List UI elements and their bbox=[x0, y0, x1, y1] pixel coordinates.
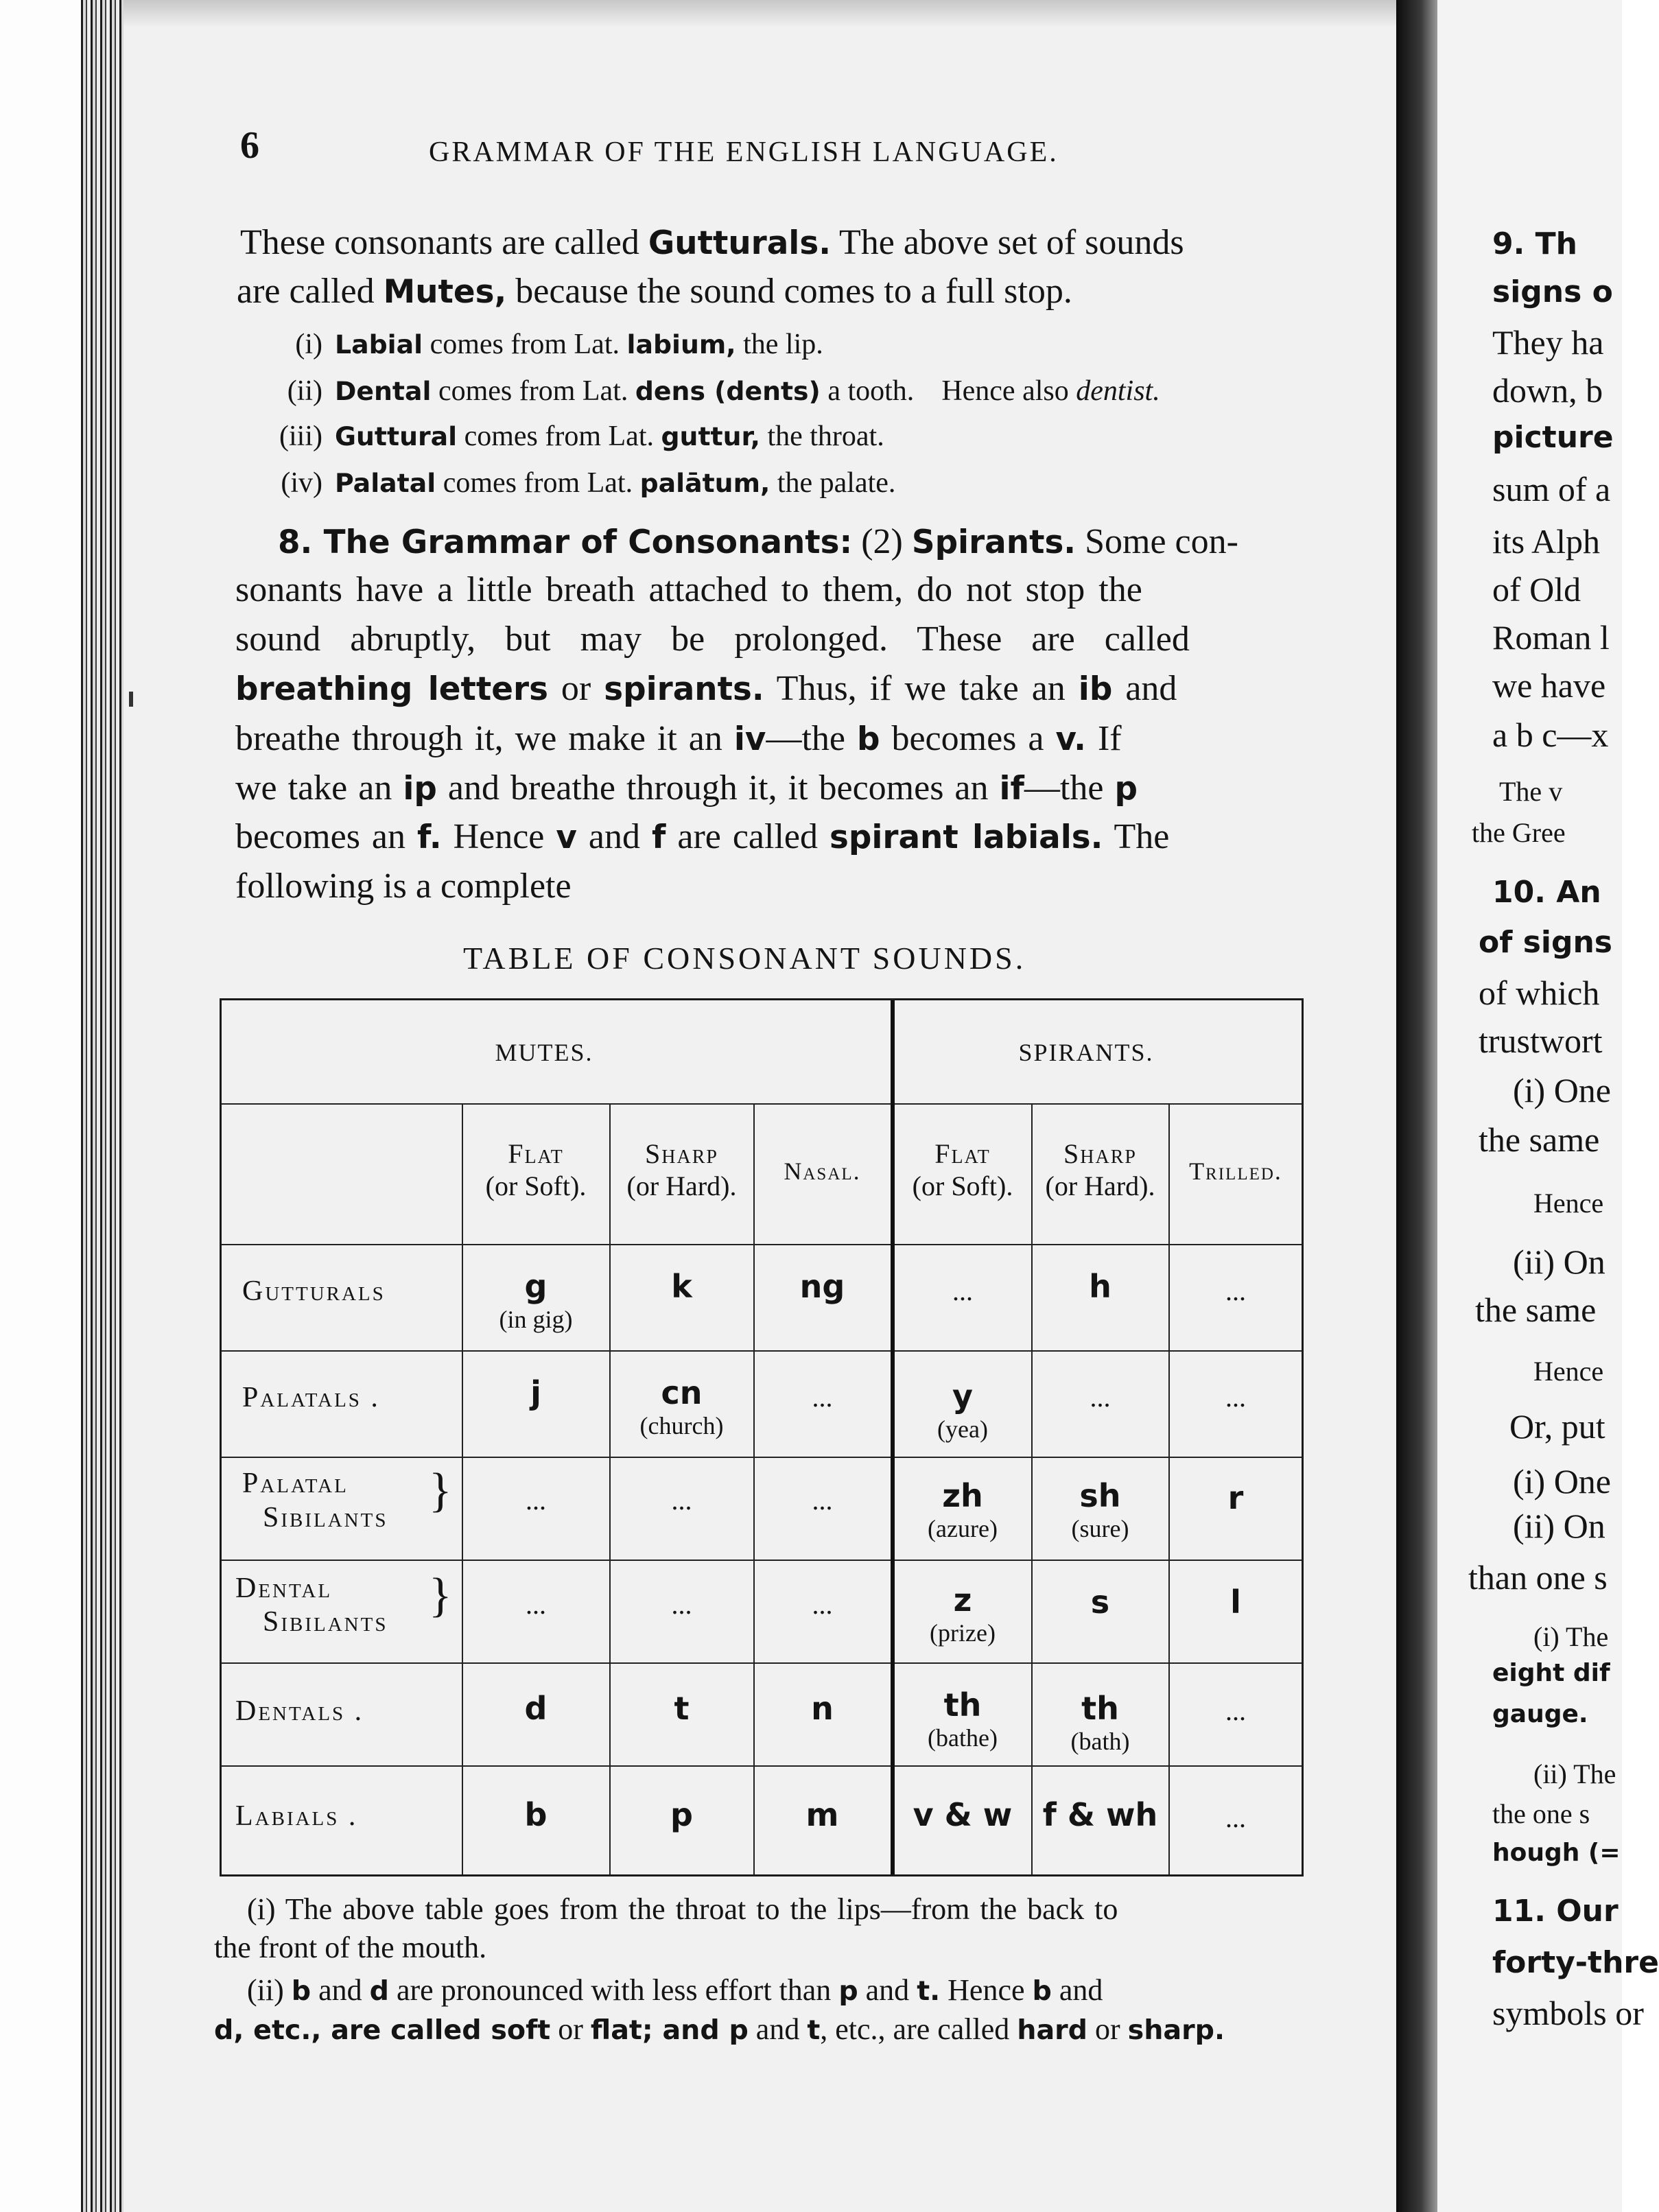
footnote-1-line2: the front of the mouth. bbox=[214, 1931, 487, 1964]
row-header-dental-sibilants-2: Sibilants bbox=[263, 1606, 388, 1638]
note-labial: (i) Labial comes from Lat. labium, the lip. bbox=[295, 329, 823, 360]
cell-palatal-sibilants-nasal: ... bbox=[812, 1485, 833, 1516]
grid-line bbox=[222, 1560, 1302, 1561]
row-header-labials: Labials . bbox=[235, 1800, 358, 1832]
cell-palatals-mute-sharp: cn (church) bbox=[639, 1374, 724, 1439]
right-page-line: symbols or bbox=[1492, 1994, 1644, 2032]
note-palatal: (iv) Palatal comes from Lat. palātum, the palate. bbox=[281, 467, 896, 499]
page-top-shadow bbox=[123, 0, 1396, 27]
right-page-line: Hence bbox=[1533, 1356, 1604, 1387]
row-header-palatal-sibilants: Palatal bbox=[242, 1468, 349, 1499]
cell-dental-sibilants-mute-flat: ... bbox=[526, 1589, 546, 1620]
right-page-line: hough (= bbox=[1492, 1839, 1621, 1867]
note-guttural: (iii) Guttural comes from Lat. guttur, the throat. bbox=[279, 421, 884, 452]
cell-gutturals-nasal: ng bbox=[799, 1268, 845, 1305]
para8-line7: becomes an f. Hence v and f are called spirant labials. The bbox=[235, 817, 1170, 856]
col-header-mute-flat: Flat (or Soft). bbox=[485, 1138, 587, 1201]
col-header-spirant-flat: Flat (or Soft). bbox=[912, 1138, 1013, 1201]
scan-margin bbox=[0, 0, 81, 2212]
right-page-line: Roman l bbox=[1492, 618, 1610, 657]
footnote-2-line2: d, etc., are called soft or flat; and p and t, etc., are called hard or sharp. bbox=[214, 2012, 1225, 2046]
row-header-palatals: Palatals . bbox=[242, 1382, 380, 1413]
cell-labials-spirant-sharp: f & wh bbox=[1042, 1796, 1158, 1833]
cell-labials-mute-sharp: p bbox=[670, 1796, 693, 1833]
cell-palatals-spirant-sharp: ... bbox=[1090, 1382, 1111, 1413]
right-page-line: (ii) On bbox=[1513, 1507, 1605, 1545]
row-header-palatal-sibilants-2: Sibilants bbox=[263, 1502, 388, 1533]
cell-gutturals-trilled: ... bbox=[1225, 1275, 1246, 1306]
right-page-line: a b c—x bbox=[1492, 716, 1609, 754]
cell-palatal-sibilants-spirant-flat: zh (azure) bbox=[928, 1477, 998, 1542]
right-page-line: forty-thre bbox=[1492, 1945, 1659, 1980]
cell-dentals-trilled: ... bbox=[1225, 1695, 1246, 1726]
col-header-spirant-sharp: Sharp (or Hard). bbox=[1045, 1138, 1155, 1201]
right-page-line: picture bbox=[1492, 420, 1614, 455]
cell-palatals-mute-flat: j bbox=[530, 1374, 541, 1411]
cell-dentals-mute-sharp: t bbox=[674, 1690, 690, 1727]
grid-line bbox=[222, 1457, 1302, 1458]
cell-dentals-spirant-sharp: th (bath) bbox=[1070, 1690, 1130, 1755]
cell-gutturals-mute-sharp: k bbox=[671, 1268, 692, 1305]
cell-palatal-sibilants-spirant-sharp: sh (sure) bbox=[1071, 1477, 1129, 1542]
cell-dental-sibilants-spirant-sharp: s bbox=[1090, 1584, 1110, 1621]
row-header-dentals: Dentals . bbox=[235, 1695, 364, 1727]
para8-line6: we take an ip and breathe through it, it becomes an if—the p bbox=[235, 768, 1138, 808]
right-page-line: (ii) On bbox=[1513, 1243, 1605, 1281]
col-header-mute-sharp: Sharp (or Hard). bbox=[626, 1138, 737, 1201]
col-header-nasal: Nasal. bbox=[784, 1157, 861, 1185]
cell-dental-sibilants-mute-sharp: ... bbox=[671, 1589, 692, 1620]
para8-line2: sonants have a little breath attached to them, do not stop the bbox=[235, 570, 1142, 609]
right-page-line: 11. Our bbox=[1492, 1894, 1619, 1929]
table-caption: TABLE OF CONSONANT SOUNDS. bbox=[463, 941, 1026, 976]
right-page-line: we have bbox=[1492, 666, 1606, 705]
cell-palatal-sibilants-mute-sharp: ... bbox=[671, 1485, 692, 1516]
book-gutter bbox=[1396, 0, 1437, 2212]
cell-palatals-nasal: ... bbox=[812, 1382, 833, 1413]
cell-dental-sibilants-nasal: ... bbox=[812, 1589, 833, 1620]
cell-dental-sibilants-spirant-flat: z (prize) bbox=[930, 1581, 996, 1647]
grid-line bbox=[222, 1765, 1302, 1767]
cell-labials-spirant-flat: v & w bbox=[913, 1796, 1013, 1833]
right-page-line: Hence bbox=[1533, 1188, 1604, 1219]
para8-line5: breathe through it, we make it an iv—the b becomes a v. If bbox=[235, 719, 1122, 758]
right-page-line: of Old bbox=[1492, 570, 1581, 609]
brace-mark: } bbox=[429, 1569, 452, 1622]
grid-line bbox=[222, 1662, 1302, 1664]
row-header-dental-sibilants: Dental bbox=[235, 1573, 333, 1604]
right-page-line: the same bbox=[1479, 1120, 1600, 1159]
cell-dental-sibilants-trilled: l bbox=[1230, 1584, 1241, 1621]
cell-palatals-spirant-flat: y (yea) bbox=[937, 1378, 988, 1443]
stray-mark bbox=[129, 692, 133, 707]
para8-line3: sound abruptly, but may be prolonged. These are called bbox=[235, 620, 1190, 659]
row-header-gutturals: Gutturals bbox=[242, 1275, 386, 1307]
right-page-line: sum of a bbox=[1492, 470, 1611, 508]
cell-gutturals-mute-flat: g (in gig) bbox=[499, 1268, 573, 1333]
right-page-line: than one s bbox=[1468, 1558, 1608, 1597]
right-page-line: signs o bbox=[1492, 274, 1613, 309]
cell-labials-nasal: m bbox=[805, 1796, 839, 1833]
para8-line1: 8. The Grammar of Consonants: (2) Spirants. Some con- bbox=[278, 522, 1238, 561]
col-header-trilled: Trilled. bbox=[1189, 1157, 1282, 1185]
cell-labials-trilled: ... bbox=[1225, 1802, 1246, 1833]
right-page-line: (i) The bbox=[1533, 1621, 1609, 1652]
page-number: 6 bbox=[240, 124, 259, 167]
right-page-line: 10. An bbox=[1492, 875, 1601, 910]
right-page-line: eight dif bbox=[1492, 1659, 1610, 1687]
right-page-line: 9. Th bbox=[1492, 226, 1577, 261]
cell-dentals-nasal: n bbox=[811, 1690, 834, 1727]
right-page-line: (i) One bbox=[1513, 1462, 1611, 1501]
right-page-line: trustwort bbox=[1479, 1022, 1603, 1060]
right-page-line: of signs bbox=[1479, 925, 1612, 960]
running-title: GRAMMAR OF THE ENGLISH LANGUAGE. bbox=[429, 137, 1059, 168]
grid-line bbox=[222, 1244, 1302, 1245]
right-page-line: the Gree bbox=[1472, 817, 1566, 848]
grid-line bbox=[222, 1103, 1302, 1105]
cell-dentals-spirant-flat: th (bathe) bbox=[928, 1686, 998, 1752]
right-page-line: (i) One bbox=[1513, 1071, 1611, 1109]
footnote-1-line1: (i) The above table goes from the throat to the lips—from the back to bbox=[247, 1892, 1118, 1926]
cell-labials-mute-flat: b bbox=[524, 1796, 548, 1833]
right-page-line: They ha bbox=[1492, 323, 1604, 362]
cell-dentals-mute-flat: d bbox=[524, 1690, 548, 1727]
right-page-line: down, b bbox=[1492, 371, 1603, 410]
para1-line1: These consonants are called Gutturals. The above set of sounds bbox=[240, 223, 1184, 262]
right-page-line: gauge. bbox=[1492, 1700, 1588, 1728]
group-header-mutes: MUTES. bbox=[495, 1039, 593, 1066]
footnote-2-line1: (ii) b and d are pronounced with less effort than p and t. Hence b and bbox=[247, 1973, 1103, 2007]
para8-line8: following is a complete bbox=[235, 867, 572, 906]
right-page-line: The v bbox=[1499, 776, 1563, 807]
cell-gutturals-spirant-flat: ... bbox=[952, 1275, 973, 1306]
right-page-line: (ii) The bbox=[1533, 1758, 1616, 1789]
cell-palatal-sibilants-trilled: r bbox=[1227, 1479, 1244, 1516]
para8-line4: breathing letters or spirants. Thus, if we take an ib and bbox=[235, 669, 1177, 708]
cell-palatal-sibilants-mute-flat: ... bbox=[526, 1485, 546, 1516]
brace-mark: } bbox=[429, 1464, 452, 1517]
right-page-line: of which bbox=[1479, 974, 1600, 1012]
right-page-line: the same bbox=[1475, 1291, 1597, 1329]
grid-line bbox=[222, 1350, 1302, 1352]
group-header-spirants: SPIRANTS. bbox=[1018, 1039, 1154, 1066]
right-page-line: Or, put bbox=[1509, 1407, 1605, 1446]
consonant-table bbox=[220, 998, 1304, 1876]
right-page-line: its Alph bbox=[1492, 522, 1600, 561]
note-dental: (ii) Dental comes from Lat. dens (dents) a tooth. Hence also dentist. bbox=[287, 375, 1160, 407]
right-page-line: the one s bbox=[1492, 1798, 1590, 1829]
cell-palatals-trilled: ... bbox=[1225, 1382, 1246, 1413]
right-page-fragment bbox=[1437, 0, 1659, 2212]
para1-line2: are called Mutes, because the sound comes to a full stop. bbox=[237, 272, 1072, 311]
page-edges bbox=[81, 0, 123, 2212]
cell-gutturals-spirant-sharp: h bbox=[1089, 1268, 1111, 1305]
